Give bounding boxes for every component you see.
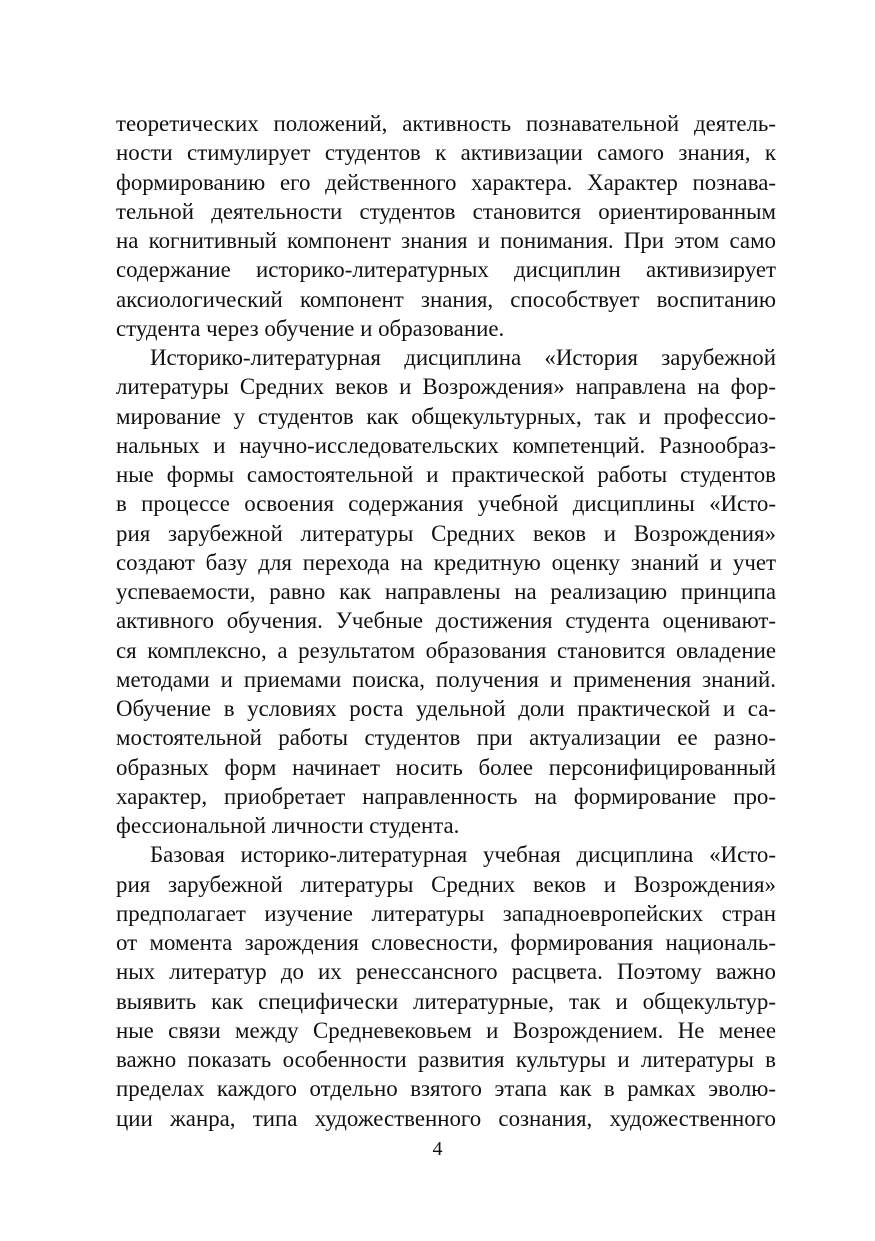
paragraph bbox=[116, 343, 776, 840]
page-number: 4 bbox=[432, 1138, 443, 1160]
text-line: рия зарубежной литературы Средних веков и Возрождения» bbox=[116, 871, 776, 897]
paragraph bbox=[116, 840, 776, 1133]
text-line: методами и приемами поиска, получения и применения знаний. bbox=[116, 666, 776, 692]
text-line: аксиологический компонент знания, способствует воспитанию bbox=[116, 286, 776, 312]
text-line: содержание историко-литературных дисциплин активизирует bbox=[116, 257, 776, 283]
paragraph bbox=[116, 109, 776, 343]
text-line: Историко-литературная дисциплина «История зарубежной bbox=[150, 345, 776, 370]
text-line: рия зарубежной литературы Средних веков и Возрождения» bbox=[116, 520, 776, 546]
text-line: пределах каждого отдельно взятого этапа как в рамках эволю- bbox=[116, 1076, 776, 1102]
text-line: на когнитивный компонент знания и понимания. При этом само bbox=[116, 228, 776, 253]
text-line: формированию его действенного характера. Характер познава- bbox=[116, 169, 776, 195]
text-line: ся комплексно, а результатом образования становится овладение bbox=[116, 637, 776, 663]
text-line: литературы Средних веков и Возрождения» направлена на фор- bbox=[116, 374, 776, 400]
text-line: Базовая историко-литературная учебная дисциплина «Исто- bbox=[150, 842, 776, 868]
text-line: нальных и научно-исследовательских компетенций. Разнообраз- bbox=[116, 432, 776, 458]
text-line: теоретических положений, активность познавательной деятель- bbox=[116, 111, 776, 136]
text-line: студента через обучение и образование. bbox=[116, 315, 505, 341]
text-line: в процессе освоения содержания учебной дисциплины «Исто- bbox=[116, 491, 776, 517]
text-line: ных литератур до их ренессансного расцвета. Поэтому важно bbox=[116, 959, 776, 985]
text-line: фессиональной личности студента. bbox=[116, 813, 460, 838]
text-line: мирование у студентов как общекультурных, так и профессио- bbox=[116, 403, 776, 429]
text-line: выявить как специфически литературные, так и общекультур- bbox=[116, 988, 776, 1014]
text-line: мостоятельной работы студентов при актуализации ее разно- bbox=[116, 725, 776, 751]
text-line: важно показать особенности развития культуры и литературы в bbox=[116, 1047, 776, 1072]
text-line: характер, приобретает направленность на формирование про- bbox=[116, 783, 776, 809]
text-line: тельной деятельности студентов становится ориентированным bbox=[116, 198, 776, 224]
text-line: ности стимулирует студентов к активизации самого знания, к bbox=[116, 140, 776, 166]
text-line: образных форм начинает носить более персонифицированный bbox=[116, 754, 776, 780]
text-line: предполагает изучение литературы западноевропейских стран bbox=[116, 900, 776, 926]
text-line: от момента зарождения словесности, формирования националь- bbox=[116, 930, 776, 955]
text-line: успеваемости, равно как направлены на реализацию принципа bbox=[116, 579, 776, 604]
text-line: ные формы самостоятельной и практической работы студентов bbox=[116, 462, 776, 487]
text-line: Обучение в условиях роста удельной доли практической и са- bbox=[116, 696, 776, 721]
text-line: создают базу для перехода на кредитную оценку знаний и учет bbox=[116, 549, 776, 575]
text-line: ные связи между Средневековьем и Возрождением. Не менее bbox=[116, 1017, 776, 1043]
body-text bbox=[116, 109, 776, 1133]
text-line: активного обучения. Учебные достижения студента оценивают- bbox=[116, 608, 776, 634]
text-line: ции жанра, типа художественного сознания, художественного bbox=[116, 1105, 776, 1131]
